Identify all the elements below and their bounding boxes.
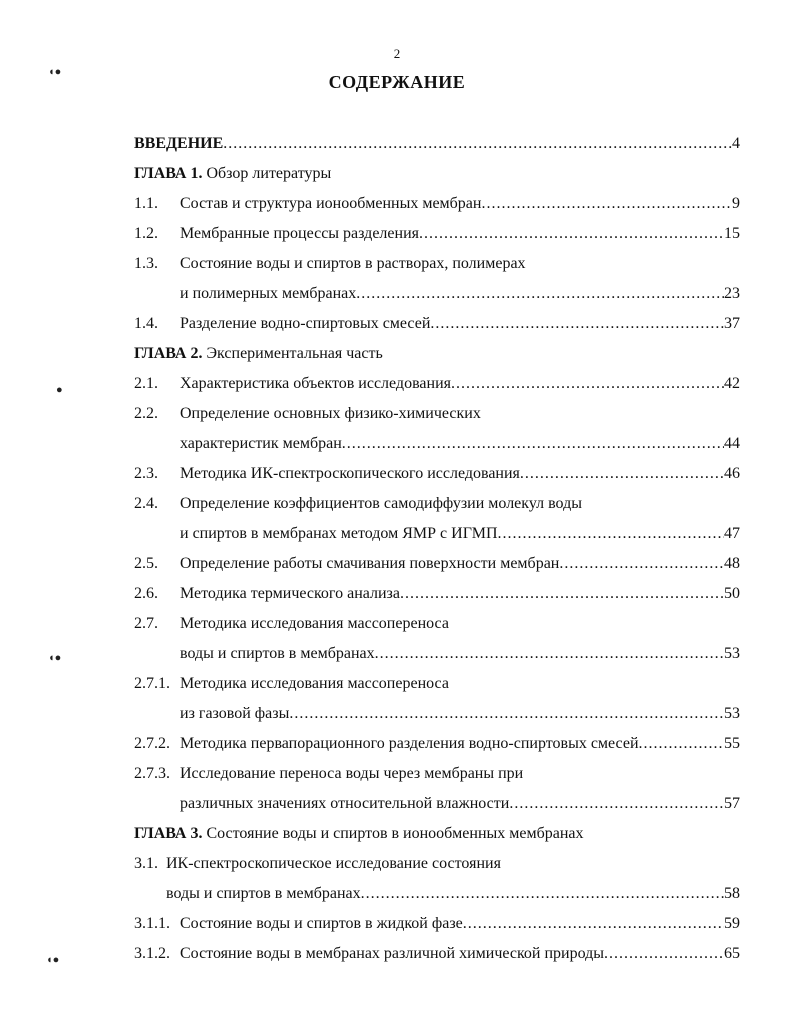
chapter-name: Экспериментальная часть (206, 345, 383, 362)
toc-entry-number: 2.7.1. (134, 675, 170, 692)
toc-leader-dots (559, 553, 724, 575)
toc-leader-dots (400, 583, 724, 605)
toc-page-number: 48 (724, 555, 740, 572)
toc-chapter-1[interactable] (134, 163, 331, 185)
toc-entry-text[interactable]: Определение основных физико-химических (180, 405, 481, 422)
toc-entry[interactable] (134, 313, 740, 335)
toc-leader-dots (451, 373, 724, 395)
toc-entry-text[interactable]: Определение коэффициентов самодиффузии молекул воды (180, 495, 582, 512)
toc-entry-number: 1.4. (134, 315, 158, 332)
toc-page-number: 50 (724, 585, 740, 602)
toc-entry-number: 3.1.1. (134, 915, 170, 932)
toc-entry-text: Мембранные процессы разделения (180, 225, 419, 242)
binding-hole-mark: ◖● (48, 652, 62, 664)
toc-entry-number: 2.3. (134, 465, 158, 482)
toc-page-number: 46 (724, 465, 740, 482)
toc-entry-text: Состояние воды и спиртов в жидкой фазе (180, 915, 463, 932)
toc-entry-text[interactable]: Методика исследования массопереноса (180, 615, 449, 632)
toc-entry[interactable] (180, 433, 740, 455)
toc-leader-dots (498, 523, 724, 545)
toc-leader-dots (356, 283, 724, 305)
toc-leader-dots (375, 643, 724, 665)
toc-entry[interactable] (134, 373, 740, 395)
toc-leader-dots (481, 193, 732, 215)
binding-hole-mark: ◖● (48, 66, 62, 78)
toc-entry[interactable] (134, 733, 740, 755)
toc-entry-number: 2.7.3. (134, 765, 170, 782)
toc-leader-dots (419, 223, 724, 245)
toc-leader-dots (361, 883, 724, 905)
toc-entry-text: воды и спиртов в мембранах (166, 885, 361, 902)
toc-entry-text: Методика термического анализа (180, 585, 400, 602)
toc-entry-text[interactable]: Исследование переноса воды через мембраны при (180, 765, 524, 782)
chapter-name: Обзор литературы (206, 165, 332, 182)
toc-entry-number: 3.1.2. (134, 945, 170, 962)
toc-entry-text[interactable]: Методика исследования массопереноса (180, 675, 449, 692)
toc-entry-number: 3.1. (134, 855, 158, 872)
toc-entry[interactable] (134, 463, 740, 485)
toc-leader-dots (509, 793, 724, 815)
toc-entry[interactable] (134, 223, 740, 245)
toc-chapter-2[interactable] (134, 343, 383, 365)
toc-entry-text: Характеристика объектов исследования (180, 375, 451, 392)
toc-leader-dots (223, 133, 732, 155)
toc-entry[interactable] (180, 793, 740, 815)
toc-entry[interactable] (134, 943, 740, 965)
chapter-label: ГЛАВА 3. (134, 825, 203, 842)
toc-entry[interactable] (180, 523, 740, 545)
toc-entry[interactable] (134, 583, 740, 605)
toc-entry-text: Состояние воды в мембранах различной химической природы (180, 945, 605, 962)
toc-page-number: 65 (724, 945, 740, 962)
binding-hole-mark: ◖● (46, 954, 60, 966)
toc-entry-number: 1.3. (134, 255, 158, 272)
toc-entry-text: воды и спиртов в мембранах (180, 645, 375, 662)
toc-entry-number: 2.5. (134, 555, 158, 572)
toc-page-number: 42 (724, 375, 740, 392)
toc-entry-text[interactable]: Состояние воды и спиртов в растворах, полимерах (180, 255, 526, 272)
toc-entry-number: 1.1. (134, 195, 158, 212)
toc-leader-dots (520, 463, 724, 485)
toc-entry-number: 2.4. (134, 495, 158, 512)
toc-entry-text: Состав и структура ионообменных мембран (180, 195, 482, 212)
toc-entry-number: 2.2. (134, 405, 158, 422)
toc-entry[interactable] (180, 283, 740, 305)
toc-page-number: 47 (724, 525, 740, 542)
toc-entry[interactable] (180, 643, 740, 665)
toc-page-number: 57 (724, 795, 740, 812)
toc-entry-number: 2.7.2. (134, 735, 170, 752)
toc-page-number: 58 (724, 885, 740, 902)
toc-entry-number: 1.2. (134, 225, 158, 242)
toc-entry-text: ВВЕДЕНИЕ (134, 135, 224, 152)
chapter-label: ГЛАВА 2. (134, 345, 203, 362)
toc-leader-dots (639, 733, 725, 755)
toc-entry-text: Методика первапорационного разделения водно-спиртовых смесей (180, 735, 639, 752)
toc-entry-number: 2.7. (134, 615, 158, 632)
toc-page-number: 59 (724, 915, 740, 932)
page-number: 2 (393, 46, 401, 61)
toc-page-number: 37 (724, 315, 740, 332)
toc-page-number: 23 (724, 285, 740, 302)
toc-entry[interactable] (134, 913, 740, 935)
toc-leader-dots (463, 913, 724, 935)
toc-entry[interactable] (166, 883, 740, 905)
chapter-name: Состояние воды и спиртов в ионообменных мембранах (206, 825, 584, 842)
toc-chapter-3[interactable] (134, 823, 584, 845)
toc-entry[interactable] (180, 703, 740, 725)
toc-leader-dots (289, 703, 724, 725)
toc-leader-dots (342, 433, 724, 455)
toc-leader-dots (604, 943, 724, 965)
toc-page-number: 53 (724, 645, 740, 662)
toc-leader-dots (430, 313, 724, 335)
toc-page-number: 55 (724, 735, 740, 752)
toc-entry[interactable] (134, 553, 740, 575)
toc-entry-text: различных значениях относительной влажности (180, 795, 510, 812)
toc-entry-number: 2.6. (134, 585, 158, 602)
toc-entry-number: 2.1. (134, 375, 158, 392)
toc-entry-text: и полимерных мембранах (180, 285, 357, 302)
toc-entry-text: и спиртов в мембранах методом ЯМР с ИГМП (180, 525, 498, 542)
toc-entry-text: характеристик мембран (180, 435, 342, 452)
toc-page-number: 53 (724, 705, 740, 722)
toc-entry-text[interactable]: ИК-спектроскопическое исследование состояния (166, 855, 501, 872)
toc-page-number: 4 (732, 135, 740, 152)
toc-entry-text: Определение работы смачивания поверхности мембран (180, 555, 560, 572)
toc-entry-text: Разделение водно-спиртовых смесей (180, 315, 431, 332)
chapter-label: ГЛАВА 1. (134, 165, 203, 182)
toc-page-number: 9 (732, 195, 740, 212)
toc-entry-text: из газовой фазы (180, 705, 290, 722)
binding-hole-mark: ● (56, 384, 63, 396)
toc-page-number: 44 (724, 435, 740, 452)
toc-entry-intro[interactable] (134, 133, 740, 155)
page-title: СОДЕРЖАНИЕ (328, 72, 466, 92)
toc-entry[interactable] (134, 193, 740, 215)
toc-entry-text: Методика ИК-спектроскопического исследования (180, 465, 520, 482)
toc-page-number: 15 (724, 225, 740, 242)
